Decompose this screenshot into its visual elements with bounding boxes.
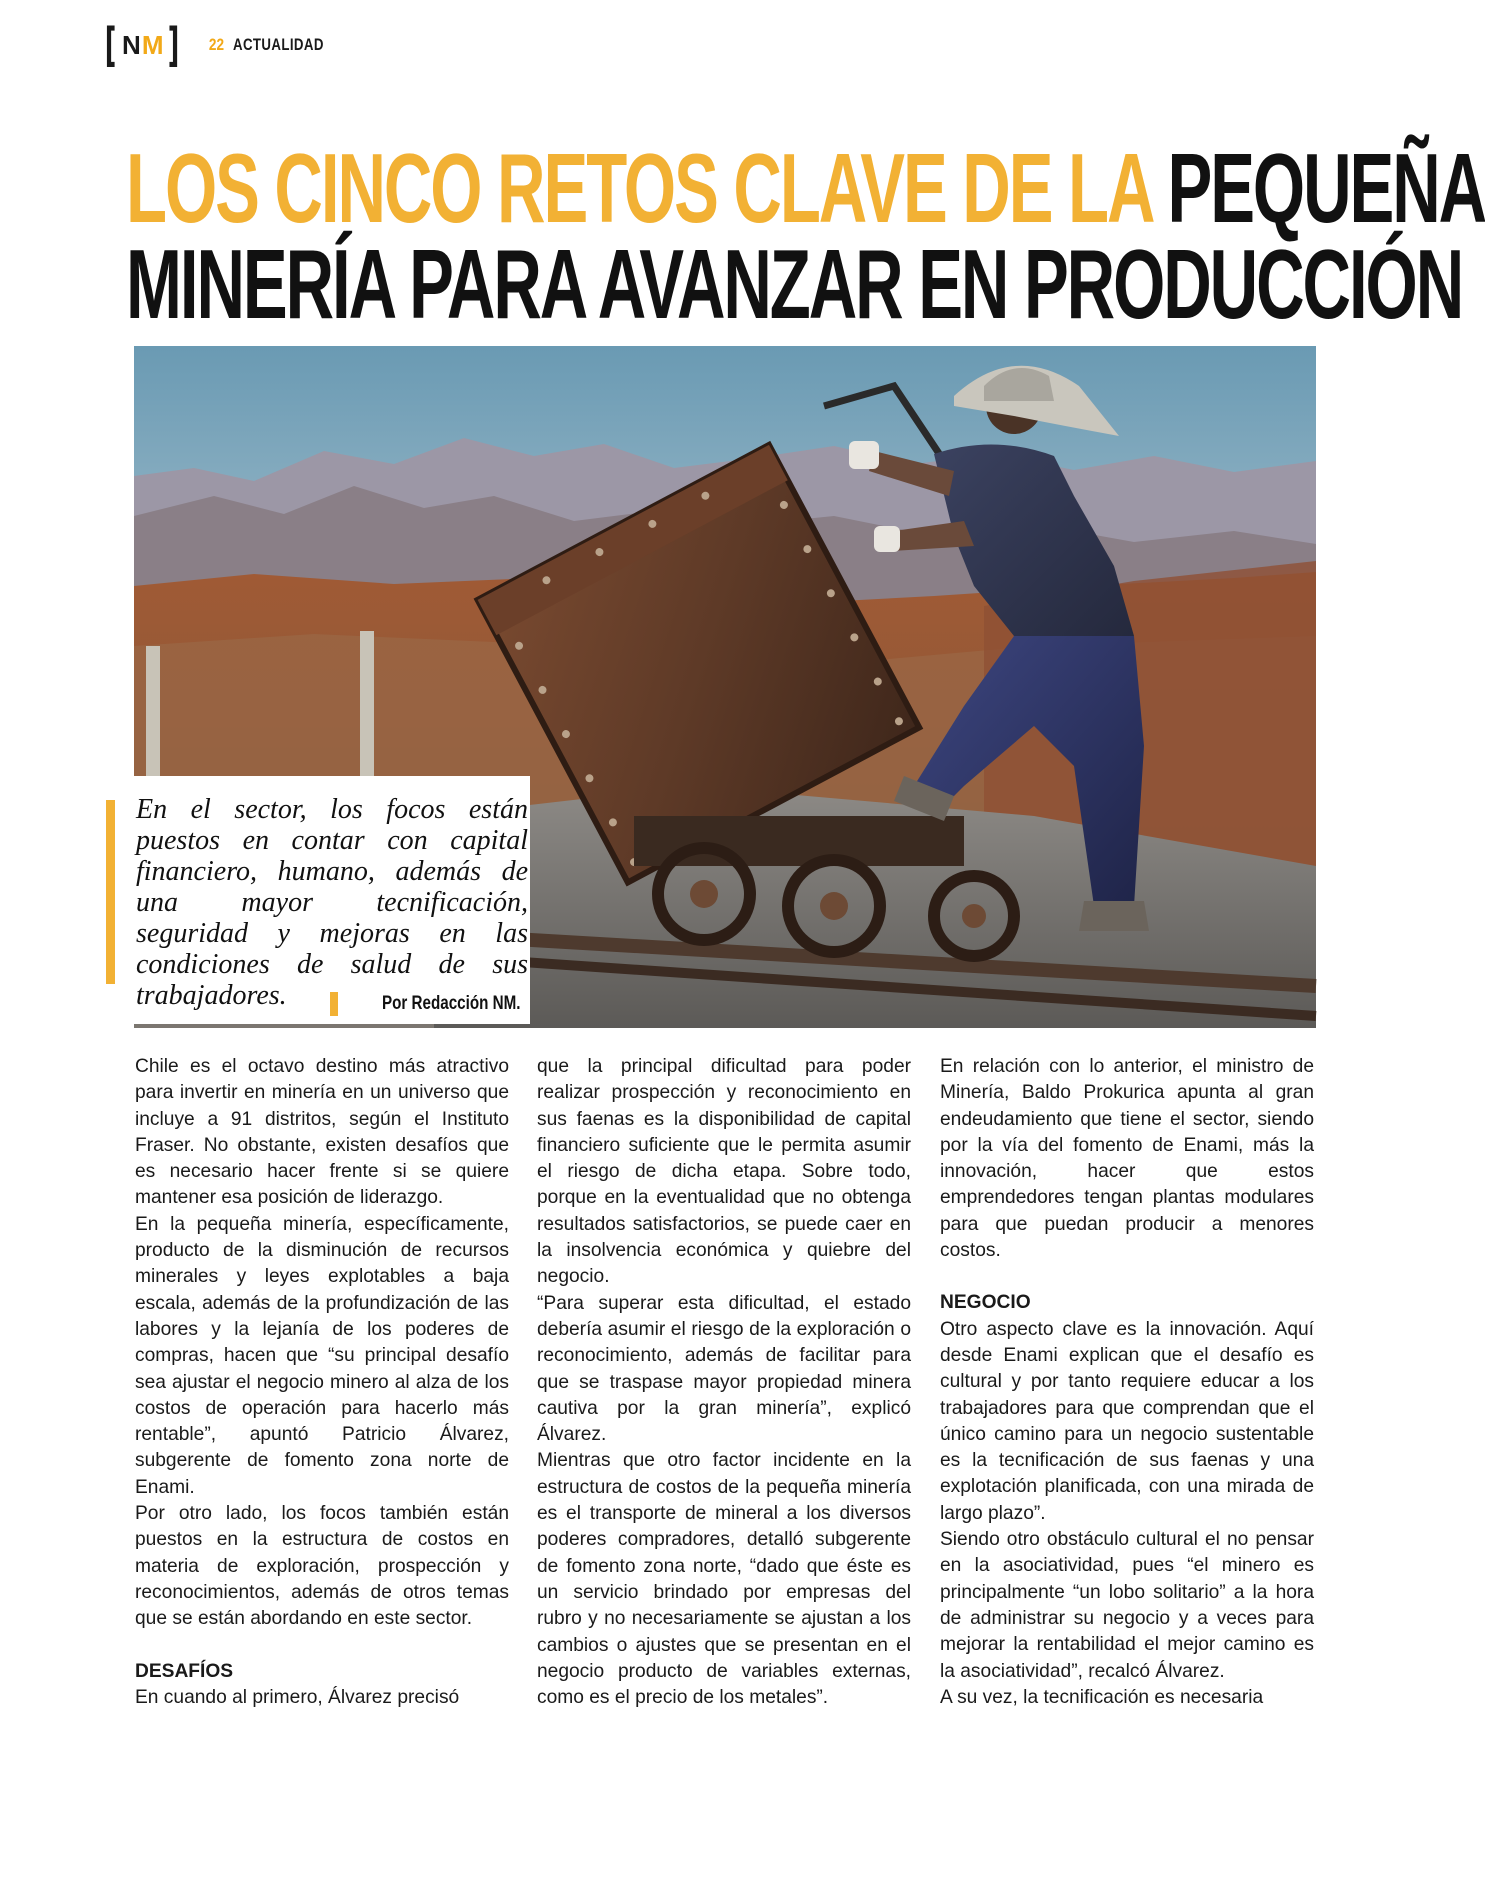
headline-orange-part: LOS CINCO RETOS CLAVE DE LA [126, 133, 1168, 243]
byline-accent-bar [330, 992, 338, 1016]
paragraph: Por otro lado, los focos también están puestos en la estructura de costos en materia de exploración, prospección y reconocimientos, además de otros temas que se están abordando en este sector. [135, 1503, 509, 1630]
paragraph: Chile es el octavo destino más atractivo para invertir en minería en un universo que incluye a 91 distritos, según el Instituto Fraser. No obstante, existen desafíos que es necesario hacer frente si se quiere mantener esa posición de liderazgo. [135, 1056, 509, 1209]
logo-letter-n: N [122, 29, 141, 60]
paragraph: que la principal dificultad para poder realizar prospección y reconocimiento en sus faenas es la disponibilidad de capital financiero suficiente que le permita asumir el riesgo de dicha etapa. Sobre todo, porque en la eventualidad que no obtenga resultados satisfactorios, se puede caer en la insolvencia económica y quiebre del negocio. [537, 1056, 911, 1288]
paragraph: En cuando al primero, Álvarez precisó [135, 1686, 460, 1708]
paragraph: “Para superar esta dificultad, el estado debería asumir el riesgo de la exploración o reconocimiento, además de facilitar para que se traspase mayor propiedad minera cautiva por la gran minería”, explicó Álvarez. [537, 1292, 911, 1446]
headline-black-part: PEQUEÑA [1167, 133, 1485, 243]
spacer [135, 1633, 509, 1659]
logo-letter-m: M [141, 29, 164, 60]
spacer [940, 1264, 1314, 1290]
article-column-1 [135, 1054, 509, 1711]
subheading-negocio: NEGOCIO [940, 1292, 1031, 1314]
paragraph: En la pequeña minería, específicamente, producto de la disminución de recursos minerales y leyes explotables a baja escala, además de la profundización de las labores y la lejanía de los poderes de compras, hacen que “su principal desafío sea ajustar el negocio minero al alza de los costos de operación para hacerlo más rentable”, apuntó Patricio Álvarez, subgerente de fomento zona norte de Enami. [135, 1213, 509, 1498]
page-header [100, 18, 350, 72]
headline-line-1 [126, 133, 1485, 243]
byline-text: Por Redacción NM. [382, 993, 521, 1014]
subheading-desafios: DESAFÍOS [135, 1660, 234, 1682]
logo-bracket-left: [ [104, 18, 117, 72]
article-column-3 [940, 1054, 1314, 1711]
byline [330, 992, 555, 1016]
logo-bracket-right: ] [168, 18, 180, 72]
paragraph: Siendo otro obstáculo cultural el no pensar en la asociatividad, pues “el minero es principalmente “un lobo solitario” a la hora de administrar su negocio y a veces para mejorar la rentabilidad el mejor camino es la asociatividad”, recalcó Álvarez. [940, 1529, 1314, 1682]
page-number: 22 [208, 35, 224, 54]
article-headline [126, 133, 1485, 339]
paragraph: Otro aspecto clave es la innovación. Aquí desde Enami explican que el desafío es cultural y por tanto requiere educar a los trabajadores para que comprendan que el único camino para un negocio sustentable es la tecnificación de sus faenas y una explotación planificada, con una mirada de largo plazo”. [940, 1318, 1314, 1524]
paragraph: Mientras que otro factor incidente en la estructura de costos de la pequeña minería es el transporte de mineral a los diversos poderes compradores, detalló subgerente de fomento zona norte, “dado que éste es un servicio brindado por empresas del rubro y no necesariamente se ajustan a los cambios o ajustes que se presentan en el negocio producto de variables externas, como es el precio de los metales”. [537, 1450, 911, 1709]
article-column-2 [537, 1054, 911, 1711]
nm-logo [100, 18, 185, 72]
section-label: ACTUALIDAD [233, 35, 325, 54]
lead-text: En el sector, los focos están puestos en contar con capital financiero, humano, además de una mayor tecnificación, seguridad y mejoras en las condiciones de salud de sus trabajadores. [136, 794, 528, 1011]
lead-box [106, 776, 530, 1024]
paragraph: A su vez, la tecnificación es necesaria [940, 1686, 1264, 1708]
paragraph: En relación con lo anterior, el ministro de Minería, Baldo Prokurica apunta al gran endeudamiento que tiene el sector, siendo por la vía del fomento de Enami, más la innovación, hacer que estos emprendedores tengan plantas modulares para que puedan producir a menores costos. [940, 1056, 1314, 1262]
lead-accent-bar [106, 800, 115, 984]
headline-line-2: MINERÍA PARA AVANZAR EN PRODUCCIÓN [126, 229, 1463, 339]
